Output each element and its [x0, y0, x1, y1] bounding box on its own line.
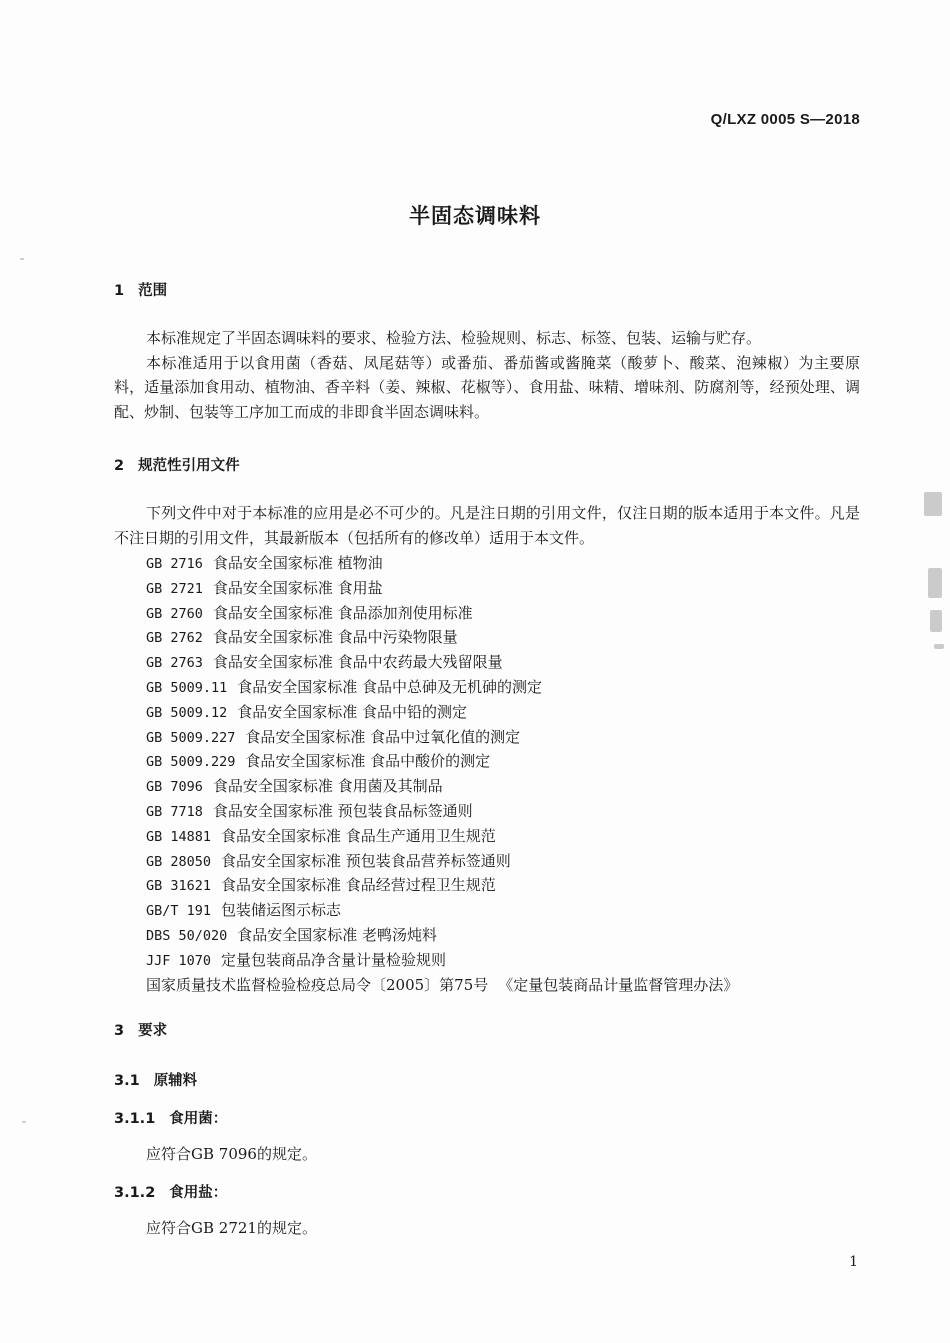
reference-item [146, 898, 738, 923]
reference-name: 食品安全国家标准 植物油 [212, 554, 383, 572]
reference-item [146, 576, 738, 601]
reference-item [146, 774, 738, 799]
reference-name: 食品安全国家标准 食品中污染物限量 [212, 628, 458, 647]
reference-code: GB 14881 [146, 828, 212, 845]
scan-artifact [934, 644, 944, 649]
section-number: 3.1 [114, 1073, 140, 1089]
reference-code: GB/T 191 [146, 903, 212, 920]
section-number: 3.1.1 [114, 1111, 156, 1127]
scan-artifact [930, 610, 942, 632]
reference-item [146, 650, 738, 675]
reference-code: GB 28050 [146, 853, 212, 870]
scan-artifact [928, 568, 942, 598]
reference-code: 国家质量技术监督检验检疫总局令〔2005〕第75号 [146, 975, 489, 994]
paragraph: 本标准适用于以食用菌（香菇、凤尾菇等）或番茄、番茄酱或酱腌菜（酸萝卜、酸菜、泡辣椒）为主要原料，适量添加食用动、植物油、香辛料（姜、辣椒、花椒等）、食用盐、味精、增味剂、防腐剂等，经预处理、调配、炒制、包装等工序加工而成的非即食半固态调味料。 [114, 353, 860, 421]
section-number: 3.1.2 [114, 1185, 156, 1201]
section-3-heading [114, 1019, 167, 1040]
reference-name: 食品安全国家标准 食品中酸价的测定 [245, 752, 491, 771]
reference-name: 食品安全国家标准 食品中总砷及无机砷的测定 [237, 677, 543, 696]
reference-item [146, 551, 738, 576]
section-title: 范围 [138, 283, 168, 299]
section-1-body [114, 326, 860, 424]
section-3-1-heading [114, 1069, 197, 1090]
reference-name: 食品安全国家标准 预包装食品标签通则 [212, 801, 473, 820]
reference-code: GB 2721 [146, 580, 203, 597]
reference-code: GB 5009.12 [146, 704, 228, 721]
reference-code: GB 5009.227 [146, 729, 236, 746]
reference-code: DBS 50/020 [146, 927, 228, 944]
reference-name: 食品安全国家标准 食品中农药最大残留限量 [212, 653, 503, 672]
reference-name: 食品安全国家标准 食品添加剂使用标准 [212, 603, 473, 622]
section-2-intro [114, 501, 860, 550]
reference-name: 定量包装商品净含量计量检验规则 [221, 950, 447, 969]
section-3-1-2-heading [114, 1181, 227, 1202]
section-title: 食用盐： [169, 1185, 228, 1201]
section-title: 原辅料 [153, 1073, 198, 1089]
reference-item [146, 923, 738, 948]
reference-item [146, 601, 738, 626]
section-number: 2 [114, 458, 125, 474]
reference-code: GB 5009.229 [146, 754, 236, 771]
reference-code: GB 2762 [146, 630, 203, 647]
scan-artifact [924, 492, 942, 516]
reference-code: GB 2716 [146, 556, 203, 572]
reference-name: 食品安全国家标准 食品经营过程卫生规范 [221, 876, 496, 895]
reference-item [146, 625, 738, 650]
reference-code: JJF 1070 [146, 952, 212, 969]
scan-speck [22, 1121, 26, 1123]
reference-name: 包装储运图示标志 [221, 901, 342, 920]
section-title: 食用菌： [169, 1111, 228, 1127]
section-number: 3 [114, 1023, 125, 1039]
reference-item [146, 749, 738, 774]
paragraph: 本标准规定了半固态调味料的要求、检验方法、检验规则、标志、标签、包装、运输与贮存。 [146, 329, 762, 347]
section-1-heading [114, 279, 167, 300]
reference-item [146, 824, 738, 849]
reference-code: GB 2760 [146, 605, 203, 622]
section-number: 1 [114, 283, 125, 299]
reference-name: 食品安全国家标准 老鸭汤炖料 [237, 925, 438, 944]
reference-item [146, 873, 738, 898]
reference-name: 《定量包装商品计量监督管理办法》 [498, 975, 739, 994]
reference-name: 食品安全国家标准 食品中铅的测定 [237, 702, 468, 721]
reference-list [146, 551, 738, 997]
document-title: 半固态调味料 [409, 204, 541, 228]
reference-item [146, 700, 738, 725]
reference-item [146, 948, 738, 973]
reference-code: GB 2763 [146, 655, 203, 672]
page-number: 1 [849, 1254, 858, 1270]
section-title: 要求 [138, 1023, 168, 1039]
reference-code: GB 7718 [146, 803, 203, 820]
section-3-1-1-text: 应符合GB 7096的规定。 [146, 1145, 317, 1163]
reference-name: 食品安全国家标准 食用菌及其制品 [212, 777, 443, 796]
section-2-heading [114, 454, 240, 475]
reference-name: 食品安全国家标准 食品生产通用卫生规范 [221, 826, 496, 845]
reference-item [146, 725, 738, 750]
reference-name: 食品安全国家标准 食用盐 [212, 578, 383, 597]
reference-name: 食品安全国家标准 食品中过氧化值的测定 [245, 727, 521, 746]
reference-item [146, 799, 738, 824]
section-title: 规范性引用文件 [138, 458, 240, 474]
section-3-1-1-heading [114, 1107, 227, 1128]
reference-code: GB 31621 [146, 878, 212, 895]
section-3-1-2-text: 应符合GB 2721的规定。 [146, 1219, 317, 1237]
document-code: Q/LXZ 0005 S—2018 [710, 111, 860, 128]
reference-item [146, 849, 738, 874]
reference-item [146, 973, 738, 998]
paragraph: 下列文件中对于本标准的应用是必不可少的。凡是注日期的引用文件，仅注日期的版本适用于本文件。凡是不注日期的引用文件，其最新版本（包括所有的修改单）适用于本文件。 [114, 504, 860, 547]
scan-speck [20, 258, 24, 260]
reference-code: GB 5009.11 [146, 679, 228, 696]
reference-code: GB 7096 [146, 779, 203, 796]
reference-name: 食品安全国家标准 预包装食品营养标签通则 [221, 851, 511, 870]
reference-item [146, 675, 738, 700]
